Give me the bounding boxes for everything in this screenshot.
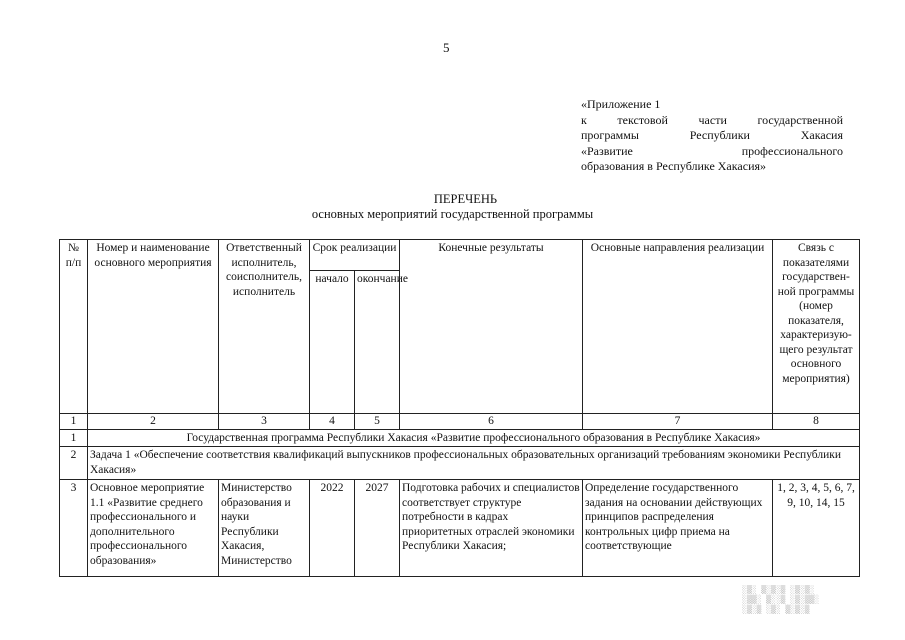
directions-text: Определение государственного задания на основании действующих принципов распределения контрольных цифр приема на соответствующие [585, 482, 763, 552]
task-cell: Задача 1 «Обеспечение соответствия квалификаций выпускников профессиональных образовательных организаций требованиям экономики Республики Хакасия» [88, 447, 860, 480]
executor-cell [219, 480, 310, 577]
header-name: Номер и наименование основного мероприятия [88, 240, 219, 414]
header-results: Конечные результаты [400, 240, 583, 414]
row-number: 2 [60, 447, 88, 480]
column-index: 7 [583, 414, 773, 430]
column-index: 6 [400, 414, 583, 430]
document-title [0, 192, 905, 222]
column-index: 4 [310, 414, 355, 430]
activity-name-text: Основное мероприятие 1.1 «Развитие среднего профессионального и дополнительного профессионального образования» [90, 482, 205, 567]
directions-cell [583, 480, 773, 577]
results-cell [400, 480, 583, 577]
title-heading: ПЕРЕЧЕНЬ [433, 192, 498, 206]
appendix-line: образования в Республике Хакасия» [581, 159, 767, 173]
appendix-line: «Развитие профессионального [581, 143, 843, 158]
column-index: 3 [219, 414, 310, 430]
appendix-line: к текстовой части государственной [581, 112, 843, 127]
appendix-block [581, 97, 843, 175]
table-row [60, 480, 860, 577]
end-year-cell [355, 480, 400, 577]
activity-name-cell [88, 480, 219, 577]
header-no: № п/п [60, 240, 88, 414]
header-row [60, 240, 860, 271]
column-index-row [60, 414, 860, 430]
faint-stamp-mark: ░▒░ ▒░▒░▒ ░▒░▒░ ░▒▒░ ▒░░▒ ░▒░▒▒░ ░▒░▒ ░▒░ ▒░▒░▒ [742, 585, 820, 614]
end-year-text: 2027 [365, 482, 389, 494]
row-number-text: 3 [70, 482, 77, 494]
header-start: начало [310, 271, 355, 414]
row-number [60, 480, 88, 577]
column-index: 5 [355, 414, 400, 430]
header-executor: Ответственный исполнитель, соисполнитель, исполнитель [219, 240, 310, 414]
page-number: 5 [443, 40, 450, 55]
appendix-line: программы Республики Хакасия [581, 128, 843, 142]
table-row [60, 429, 860, 447]
header-end: окончание [355, 271, 400, 414]
appendix-line: «Приложение 1 [581, 97, 661, 111]
column-index: 2 [88, 414, 219, 430]
executor-text: Министерство образования и науки Республики Хакасия, Министерство [221, 482, 292, 567]
start-year-cell [310, 480, 355, 577]
column-index: 1 [60, 414, 88, 430]
row-number: 1 [60, 429, 88, 447]
column-index: 8 [773, 414, 860, 430]
header-link: Связь с показателями государствен-ной программы (номер показателя, характеризую-щего результат основного мероприятия) [773, 240, 860, 414]
indicator-link-cell [773, 480, 860, 577]
results-text: Подготовка рабочих и специалистов соответствует структуре потребности в кадрах приоритетных отраслей экономики Республики Хакасия; [402, 482, 580, 552]
title-subheading: основных мероприятий государственной программы [311, 207, 594, 221]
start-year-text: 2022 [320, 482, 344, 494]
activities-table [59, 239, 860, 577]
indicator-link-text: 1, 2, 3, 4, 5, 6, 7, 9, 10, 14, 15 [777, 482, 855, 509]
header-directions: Основные направления реализации [583, 240, 773, 414]
header-term: Срок реализации [310, 240, 400, 271]
table-row [60, 447, 860, 480]
program-title-cell: Государственная программа Республики Хакасия «Развитие профессионального образования в Республике Хакасия» [88, 429, 860, 447]
